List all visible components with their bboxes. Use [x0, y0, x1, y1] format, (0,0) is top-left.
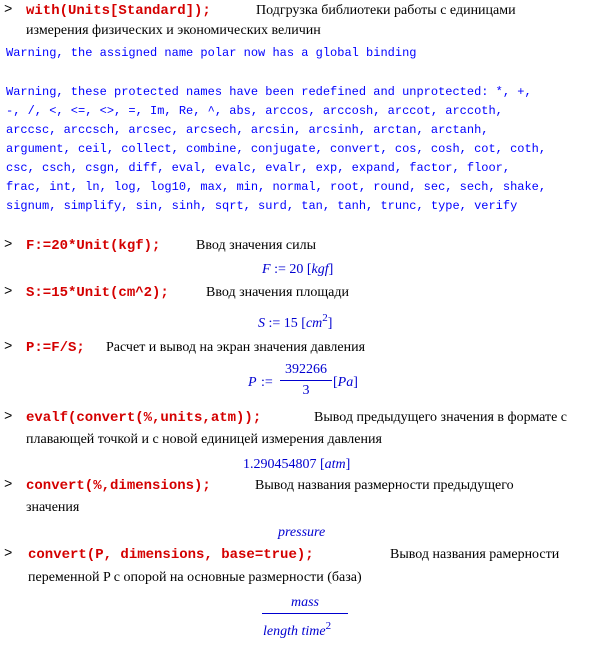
prompt-marker: >	[4, 284, 13, 300]
command-comment: Расчет и вывод на экран значения давления	[106, 340, 366, 355]
command-input[interactable]: P:=F/S;	[26, 340, 85, 356]
output-var: P	[248, 375, 257, 390]
warning-text: arccsc, arccsch, arcsec, arcsech, arcsin, arcsinh, arctan, arctanh,	[6, 123, 489, 137]
command-input[interactable]: S:=15*Unit(cm^2);	[26, 285, 169, 301]
command-input[interactable]: convert(%,dimensions);	[26, 478, 211, 494]
command-comment: Вывод названия размерности предыдущего	[255, 478, 514, 493]
command-comment: плавающей точкой и с новой единицей измерения давления	[26, 432, 382, 447]
prompt-marker: >	[4, 237, 13, 253]
output-assign: :=	[261, 375, 273, 390]
output-expression: F := 20 [kgf]	[262, 262, 334, 277]
command-comment: Вывод названия рамерности	[390, 547, 560, 562]
prompt-marker: >	[4, 546, 13, 562]
prompt-marker: >	[4, 477, 13, 493]
warning-text: -, /, <, <=, <>, =, Im, Re, ^, abs, arccos, arccosh, arccot, arccoth,	[6, 104, 503, 118]
command-comment: измерения физических и экономических величин	[26, 23, 321, 38]
output-expression: pressure	[278, 525, 326, 540]
warning-text: Warning, the assigned name polar now has a global binding	[6, 46, 417, 60]
warning-text: signum, simplify, sin, sinh, sqrt, surd, tan, tanh, trunc, type, verify	[6, 199, 518, 213]
warning-text: argument, ceil, collect, combine, conjugate, convert, cos, cosh, cot, coth,	[6, 142, 547, 156]
output-expression: 1.290454807 [atm]	[243, 457, 351, 472]
command-comment: Ввод значения площади	[206, 285, 350, 300]
output-unit: [Pa]	[333, 375, 358, 390]
fraction-denominator: 3	[302, 383, 310, 398]
command-input[interactable]: convert(P, dimensions, base=true);	[28, 547, 314, 563]
prompt-marker: >	[4, 409, 13, 425]
fraction-numerator: mass	[290, 595, 319, 610]
prompt-marker: >	[4, 2, 13, 18]
command-comment: Вывод предыдущего значения в формате с	[314, 410, 568, 425]
fraction-bar	[262, 613, 348, 614]
prompt-marker: >	[4, 339, 13, 355]
command-comment: Подгрузка библиотеки работы с единицами	[256, 3, 516, 18]
warning-text: csc, csch, csgn, diff, eval, evalc, evalr, exp, expand, factor, floor,	[6, 161, 511, 175]
command-comment: значения	[26, 500, 80, 515]
fraction-bar	[280, 380, 332, 381]
warning-text: Warning, these protected names have been redefined and unprotected: *, +,	[6, 85, 532, 99]
fraction-numerator: 392266	[285, 362, 327, 377]
command-input[interactable]: F:=20*Unit(kgf);	[26, 238, 161, 254]
command-input[interactable]: with(Units[Standard]);	[26, 3, 211, 19]
command-comment: переменной P с опорой на основные размерности (база)	[28, 570, 362, 585]
output-expression: S := 15 $[cm^2]$	[258, 312, 333, 331]
fraction-denominator: length time$^2$	[263, 620, 332, 639]
command-comment: Ввод значения силы	[196, 238, 317, 253]
warning-text: frac, int, ln, log, log10, max, min, normal, root, round, sec, sech, shake,	[6, 180, 547, 194]
command-input[interactable]: evalf(convert(%,units,atm));	[26, 410, 262, 426]
